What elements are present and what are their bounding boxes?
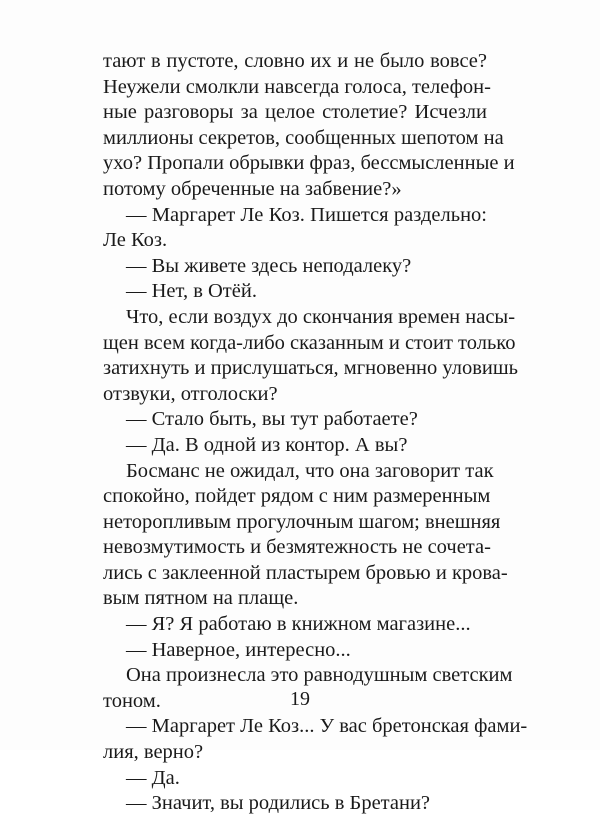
text-line: ные разговоры за целое столетие? Исчезли <box>103 101 487 124</box>
text-line: вым пятном на плаще. <box>103 587 299 610</box>
text-line: — Маргарет Ле Коз. Пишется раздельно: <box>126 203 487 226</box>
page-number: 19 <box>290 688 310 710</box>
text-line: спокойно, пойдет рядом с ним размеренным <box>103 485 491 508</box>
text-line: Ле Коз. <box>103 229 168 252</box>
text-line: — Значит, вы родились в Бретани? <box>126 792 431 815</box>
text-line: затихнуть и прислушаться, мгновенно уловишь <box>103 357 518 380</box>
text-line: Что, если воздух до скончания времен насы- <box>126 305 516 328</box>
text-line: Босманс не ожидал, что она заговорит так <box>126 459 494 482</box>
text-line: неторопливым прогулочным шагом; внешняя <box>103 510 501 533</box>
text-line: — Вы живете здесь неподалеку? <box>126 254 412 277</box>
text-line: тают в пустоте, словно их и не было вовсе? <box>103 50 487 72</box>
text-line: — Нет, в Отёй. <box>126 280 257 303</box>
text-line: потому обреченные на забвение?» <box>103 177 402 200</box>
text-line: щен всем когда-либо сказанным и стоит только <box>103 331 516 354</box>
text-line: — Да. <box>126 766 180 789</box>
text-line: ухо? Пропали обрывки фраз, бессмысленные и <box>103 152 515 175</box>
text-line: — Маргарет Ле Коз... У вас бретонская фами- <box>126 715 528 738</box>
text-line: Она произнесла это равнодушным светским <box>126 664 513 687</box>
text-line: миллионы секретов, сообщенных шепотом на <box>103 126 504 149</box>
text-line: — Я? Я работаю в книжном магазине... <box>126 613 471 636</box>
text-line: тоном. <box>103 689 161 712</box>
text-line: невозмутимость и безмятежность не сочета- <box>103 536 491 559</box>
text-line: лия, верно? <box>103 741 204 764</box>
text-line: отзвуки, отголоски? <box>103 382 278 405</box>
text-line: Неужели смолкли навсегда голоса, телефон- <box>103 75 491 98</box>
text-line: — Стало быть, вы тут работаете? <box>126 408 418 431</box>
text-line: — Да. В одной из контор. А вы? <box>126 433 408 456</box>
text-line: лись с заклеенной пластырем бровью и крова- <box>103 561 508 584</box>
text-line: — Наверное, интересно... <box>126 638 351 661</box>
